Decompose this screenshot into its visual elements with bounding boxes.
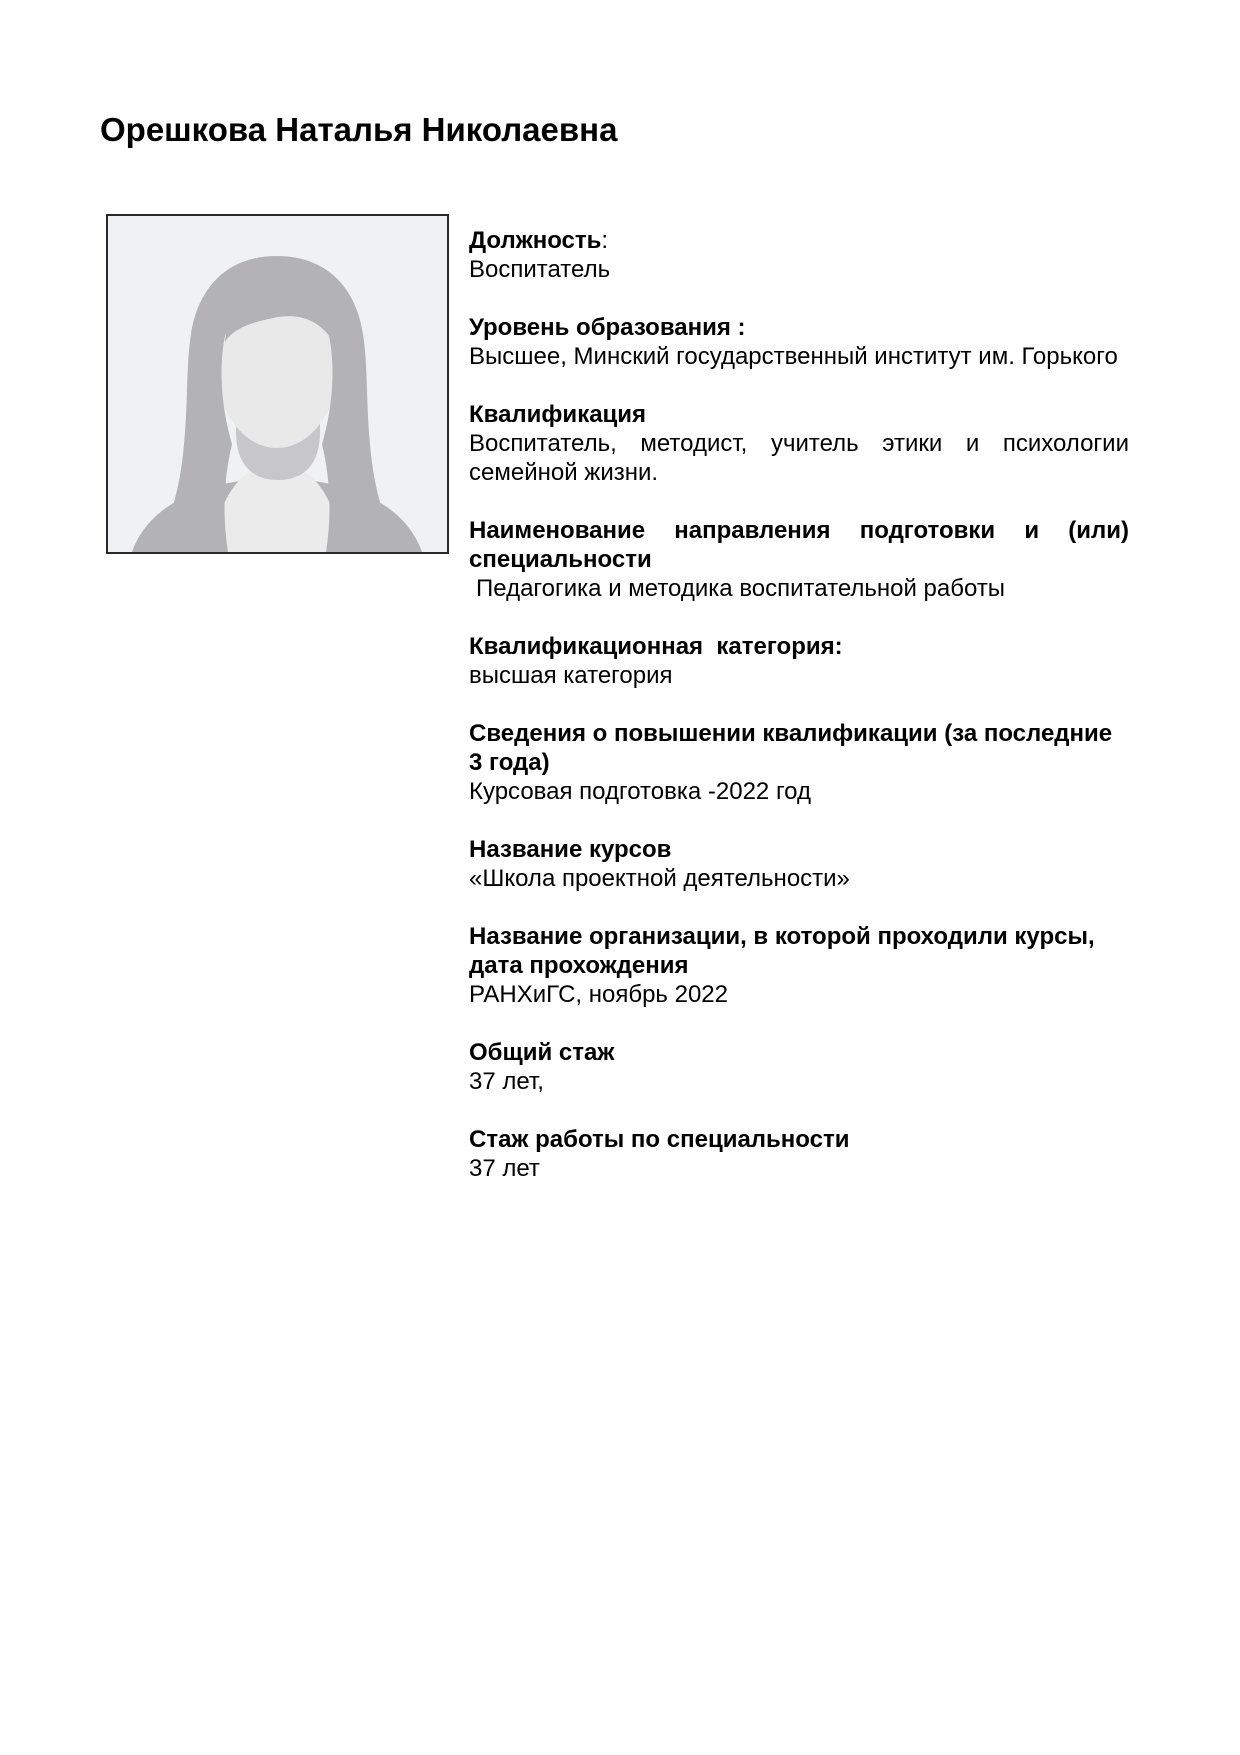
field-label: Квалификационная категория: [469, 633, 843, 660]
field-value: высшая категория [469, 662, 673, 689]
field-qualification [469, 400, 1129, 487]
field-value: Курсовая подготовка -2022 год [469, 778, 811, 805]
field-label: Наименование направления подготовки и (или) специальности [469, 517, 1129, 573]
field-label: Название курсов [469, 836, 672, 863]
field-value: Высшее, Минский государственный институт им. Горького [469, 343, 1118, 370]
field-value: Воспитатель [469, 256, 611, 283]
field-label: Название организации, в которой проходили курсы, дата прохождения [469, 923, 1095, 979]
field-label: Стаж работы по специальности [469, 1126, 850, 1153]
field-specialty-experience [469, 1125, 1129, 1183]
page-title: Орешкова Наталья Николаевна [100, 111, 618, 148]
field-course-name [469, 835, 1129, 893]
field-position [469, 226, 1129, 284]
field-value: Педагогика и методика воспитательной работы [476, 575, 1006, 602]
field-label: Уровень образования : [469, 314, 746, 341]
field-qualification-category [469, 632, 1129, 690]
field-value: РАНХиГС, ноябрь 2022 [469, 981, 728, 1008]
field-value: Воспитатель, методист, учитель этики и психологии семейной жизни. [469, 430, 1129, 486]
profile-fields [469, 226, 1129, 1212]
field-label: Общий стаж [469, 1039, 615, 1066]
field-value: 37 лет [469, 1155, 540, 1182]
field-specialty [469, 516, 1129, 603]
field-label: Должность: [469, 227, 609, 254]
field-value: «Школа проектной деятельности» [469, 865, 850, 892]
field-value: 37 лет, [469, 1068, 544, 1095]
female-avatar-placeholder-icon [108, 216, 447, 552]
field-label: Квалификация [469, 401, 647, 428]
field-professional-development [469, 719, 1129, 806]
profile-photo-placeholder [106, 214, 449, 554]
field-label: Сведения о повышении квалификации (за последние 3 года) [469, 720, 1113, 776]
field-course-organization [469, 922, 1129, 1009]
field-education-level [469, 313, 1129, 371]
field-total-experience [469, 1038, 1129, 1096]
